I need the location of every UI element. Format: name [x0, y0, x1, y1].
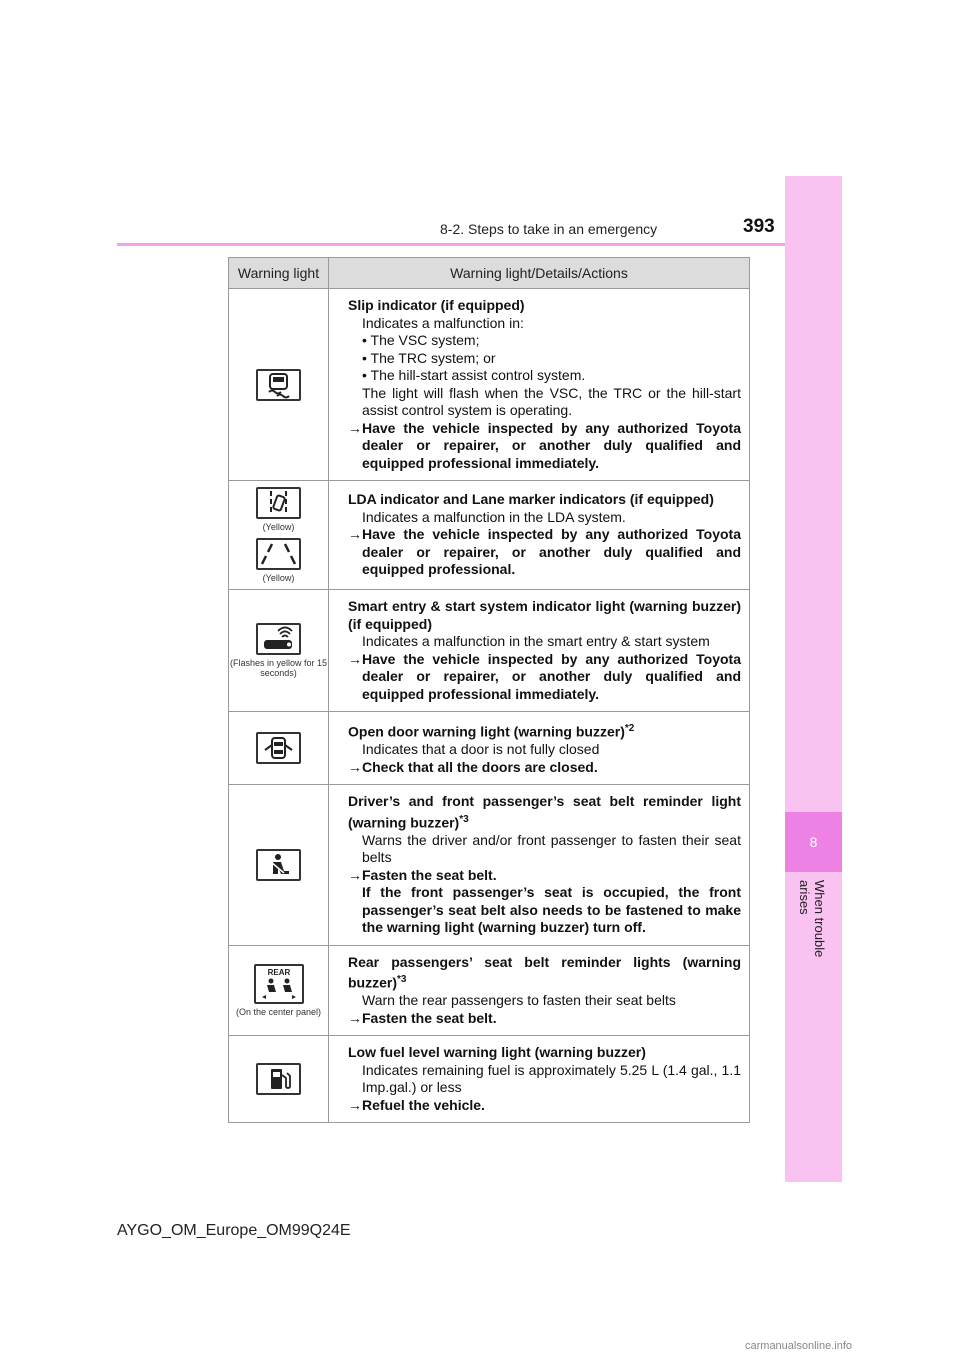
action-line: → Fasten the seat belt. — [348, 1009, 497, 1026]
footnote-ref: *3 — [459, 813, 469, 825]
warning-lights-table — [228, 257, 750, 1123]
chapter-title: When trouble arises — [797, 880, 827, 958]
icon-cell — [229, 785, 329, 946]
detail-line: Indicates that a door is not fully closed — [362, 741, 600, 758]
rear-label: REAR — [267, 968, 290, 978]
arrow-icon: → — [348, 1009, 362, 1026]
details-cell — [329, 712, 750, 785]
slip-indicator-icon — [256, 369, 301, 401]
icon-caption: (Yellow) — [262, 522, 295, 532]
detail-bullet: • The TRC system; or — [362, 349, 496, 366]
arrow-icon: → — [348, 419, 362, 436]
details-cell — [329, 945, 750, 1036]
details-cell — [329, 785, 750, 946]
arrow-icon: → — [348, 1096, 362, 1113]
page-number: 393 — [743, 216, 775, 237]
rear-seat-belt-icon — [254, 964, 304, 1004]
open-door-icon — [256, 732, 301, 764]
detail-bullet: • The VSC system; — [362, 332, 480, 348]
icon-caption: (On the center panel) — [235, 1007, 322, 1018]
detail-line: Warns the driver and/or front passenger to fasten their seat belts — [362, 831, 741, 866]
action-note: If the front passenger’s seat is occupied, the front passenger’s seat belt also needs to be fastened to make the warning light (warning buzzer) turn off. — [362, 884, 741, 936]
icon-cell — [229, 945, 329, 1036]
details-cell — [329, 289, 750, 481]
col-header-details: Warning light/Details/Actions — [329, 258, 750, 289]
table-row — [229, 945, 750, 1036]
footnote-ref: *3 — [397, 974, 407, 986]
icon-cell — [229, 1036, 329, 1123]
side-chapter-tab — [785, 176, 842, 1182]
table-row — [229, 481, 750, 590]
detail-line: Indicates a malfunction in the LDA system. — [362, 508, 626, 525]
action-line: → Fasten the seat belt. — [348, 866, 497, 883]
icon-caption: (Flashes in yellow for 15 seconds) — [229, 658, 328, 678]
light-title: Low fuel level warning light (warning buzzer) — [348, 1044, 646, 1061]
detail-line: The light will flash when the VSC, the TRC or the hill-start assist control system is operating. — [362, 384, 741, 418]
icon-cell — [229, 590, 329, 712]
details-cell — [329, 590, 750, 712]
details-cell — [329, 1036, 750, 1123]
arrow-icon: → — [348, 758, 362, 775]
table-row — [229, 712, 750, 785]
light-title: Smart entry & start system indicator light (warning buzzer) (if equipped) — [348, 598, 741, 632]
lda-indicator-icon — [256, 487, 301, 519]
light-title: LDA indicator and Lane marker indicators (if equipped) — [348, 491, 714, 508]
table-row — [229, 785, 750, 946]
header-divider — [117, 243, 785, 246]
smart-key-icon — [256, 623, 301, 655]
action-line: → Check that all the doors are closed. — [348, 758, 598, 775]
detail-line: Indicates remaining fuel is approximately 5.25 L (1.4 gal., 1.1 Imp.gal.) or less — [362, 1061, 741, 1096]
arrow-icon: → — [348, 526, 362, 543]
action-line: → Refuel the vehicle. — [348, 1096, 485, 1113]
arrow-icon: → — [348, 650, 362, 667]
light-title: Open door warning light (warning buzzer)$^{*2}$ — [348, 723, 635, 740]
light-title: Rear passengers’ seat belt reminder lights (warning buzzer)$^{*3}$ — [348, 953, 741, 991]
table-header-row — [229, 258, 750, 289]
light-title: Slip indicator (if equipped) — [348, 297, 525, 313]
chapter-number: 8 — [785, 812, 842, 872]
icon-cell — [229, 289, 329, 481]
details-cell — [329, 481, 750, 590]
table-row — [229, 289, 750, 481]
footnote-ref: *2 — [624, 723, 635, 734]
icon-cell — [229, 481, 329, 590]
table-row — [229, 590, 750, 712]
section-title: 8-2. Steps to take in an emergency — [440, 221, 658, 237]
seat-belt-icon — [256, 849, 301, 881]
light-title: Driver’s and front passenger’s seat belt reminder light (warning buzzer)$^{*3}$ — [348, 793, 741, 831]
action-line: → Have the vehicle inspected by any authorized Toyota dealer or repairer, or another duly qualified and equipped professional immediately. — [348, 419, 741, 471]
table-row — [229, 1036, 750, 1123]
detail-line: Warn the rear passengers to fasten their seat belts — [362, 992, 676, 1009]
arrow-icon: → — [348, 866, 362, 883]
document-code: AYGO_OM_Europe_OM99Q24E — [117, 1222, 351, 1239]
lane-marker-icon — [256, 538, 301, 570]
icon-caption: (Yellow) — [262, 573, 295, 583]
action-line: → Have the vehicle inspected by any authorized Toyota dealer or repairer, or another duly qualified and equipped professional. — [348, 526, 741, 578]
detail-line: Indicates a malfunction in: — [362, 314, 524, 331]
detail-line: Indicates a malfunction in the smart entry & start system — [362, 633, 710, 649]
col-header-warning-light: Warning light — [229, 258, 329, 289]
action-line: → Have the vehicle inspected by any authorized Toyota dealer or repairer, or another duly qualified and equipped professional immediately. — [348, 650, 741, 702]
icon-cell — [229, 712, 329, 785]
fuel-pump-icon — [256, 1063, 301, 1095]
watermark: carmanualsonline.info — [745, 1340, 853, 1352]
detail-bullet: • The hill-start assist control system. — [362, 367, 586, 383]
